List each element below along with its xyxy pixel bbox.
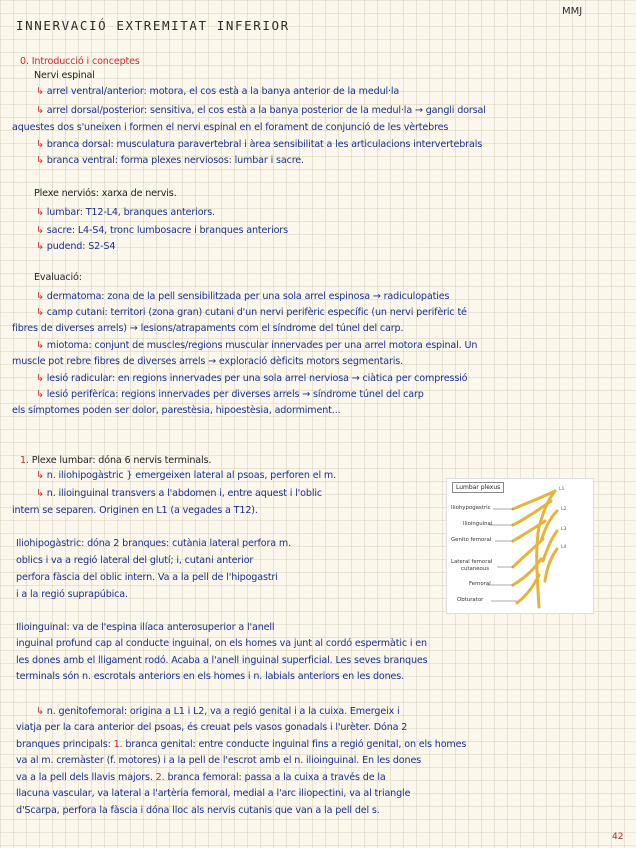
label-lateral-femoral: Lateral femoral <box>451 559 493 565</box>
note-line: aquestes dos s'uneixen i formen el nervi espinal en el forament de conjunció de les vèrtebres <box>12 122 449 133</box>
note-line: ↳ arrel dorsal/posterior: sensitiva, el cos està a la banya posterior de la medul·la → gangli dorsal <box>36 105 486 116</box>
note-line: ↳ n. genitofemoral: origina a L1 i L2, va a regió genital i a la cuixa. Emergeix i <box>36 706 400 717</box>
note-line: intern se separen. Originen en L1 (a vegades a T12). <box>12 505 258 516</box>
note-line: ↳ pudend: S2-S4 <box>36 241 116 252</box>
arrow-icon: ↳ <box>36 241 44 252</box>
arrow-icon: ↳ <box>36 340 44 351</box>
arrow-icon: ↳ <box>36 307 44 318</box>
author-initials: MMJ <box>562 6 583 17</box>
note-line: oblics i va a regió lateral del glutí; i, cutani anterior <box>16 555 254 566</box>
arrow-icon: ↳ <box>36 139 44 150</box>
note-line: ↳ sacre: L4-S4, tronc lumbosacre i branques anteriors <box>36 225 288 236</box>
note-line: Iliohipogàstric: dóna 2 branques: cutània lateral perfora m. <box>16 538 291 549</box>
section-1-heading: 1. Plexe lumbar: dóna 6 nervis terminals. <box>20 455 212 466</box>
arrow-icon: ↳ <box>36 291 44 302</box>
level-l2: L2 <box>561 507 567 512</box>
note-line: ↳ n. iliohipogàstric } emergeixen lateral al psoas, perforen el m. <box>36 470 337 481</box>
arrow-icon: ↳ <box>36 470 44 481</box>
note-line: va al m. cremàster (f. motores) i a la pell de l'escrot amb el n. ilioinguinal. En les dones <box>16 755 422 766</box>
arrow-icon: ↳ <box>36 155 44 166</box>
note-line: ↳ n. ilioinguinal transvers a l'abdomen i, entre aquest i l'oblic <box>36 488 322 499</box>
note-line: ↳ lumbar: T12-L4, branques anteriors. <box>36 207 215 218</box>
note-line: ↳ camp cutani: territori (zona gran) cutani d'un nervi perifèric específic (un nervi perifèric té <box>36 307 467 318</box>
arrow-icon: ↳ <box>36 207 44 218</box>
note-line: ↳ arrel ventral/anterior: motora, el cos està a la banya anterior de la medul·la <box>36 86 400 97</box>
plexe-heading: Plexe nerviós: xarxa de nervis. <box>34 188 177 199</box>
level-l1: L1 <box>559 487 565 492</box>
arrow-icon: ↳ <box>36 225 44 236</box>
arrow-icon: ↳ <box>36 105 44 116</box>
note-line: va a la pell dels llavis majors. 2. branca femoral: passa a la cuixa a través de la <box>16 772 386 783</box>
label-obturator: Obturator <box>457 597 484 603</box>
label-genitofemoral: Genito femoral <box>451 537 492 543</box>
figure-title: Lumbar plexus <box>452 482 504 493</box>
arrow-icon: ↳ <box>36 706 44 717</box>
note-line: muscle pot rebre fibres de diverses arrels → exploració dèficits motors segmentaris. <box>12 356 404 367</box>
note-line: d'Scarpa, perfora la fàscia i dóna lloc als nervis cutanis que van a la pell del s. <box>16 805 380 816</box>
note-line: fibres de diverses arrels) → lesions/atrapaments com el síndrome del túnel del carp. <box>12 323 404 334</box>
note-line: Ilioinguinal: va de l'espina ilíaca anterosuperior a l'anell <box>16 622 275 633</box>
note-line: els símptomes poden ser dolor, parestèsia, hipoestèsia, adormiment... <box>12 405 341 416</box>
label-cutaneous: cutaneous <box>461 566 490 572</box>
note-line: llacuna vascular, va lateral a l'artèria femoral, medial a l'arc iliopectini, va al triangle <box>16 788 411 799</box>
arrow-icon: ↳ <box>36 488 44 499</box>
note-line: les dones amb el lligament rodó. Acaba a l'anell inguinal superficial. Les seves branques <box>16 655 428 666</box>
nervi-espinal-heading: Nervi espinal <box>34 70 95 81</box>
note-line: ↳ lesió radicular: en regions innervades per una sola arrel nerviosa → ciàtica per compressió <box>36 373 468 384</box>
page-title: INNERVACIÓ EXTREMITAT INFERIOR <box>16 18 290 33</box>
note-line: ↳ dermatoma: zona de la pell sensibilitzada per una sola arrel espinosa → radiculopaties <box>36 291 450 302</box>
note-line: ↳ lesió perifèrica: regions innervades per diverses arrels → síndrome túnel del carp <box>36 389 424 400</box>
arrow-icon: ↳ <box>36 86 44 97</box>
level-l4: L4 <box>561 545 567 550</box>
arrow-icon: ↳ <box>36 389 44 400</box>
note-line: terminals són n. escrotals anteriors en els homes i n. labials anteriors en les dones. <box>16 671 405 682</box>
note-line: viatja per la cara anterior del psoas, és creuat pels vasos gonadals i l'urèter. Dóna 2 <box>16 722 408 733</box>
note-line: inguinal profund cap al conducte inguinal, on els homes va junt al cordó espermàtic i en <box>16 638 427 649</box>
nerve-diagram <box>447 479 593 613</box>
arrow-icon: ↳ <box>36 373 44 384</box>
note-line: i a la regió suprapúbica. <box>16 589 128 600</box>
label-ilioinguinal: Ilioinguinal <box>463 521 493 527</box>
intro-heading: 0. Introducció i conceptes <box>20 56 140 67</box>
note-line: ↳ branca ventral: forma plexes nerviosos: lumbar i sacre. <box>36 155 304 166</box>
page-number: 42 <box>612 832 624 842</box>
evaluacio-heading: Evaluació: <box>34 272 82 283</box>
note-line: ↳ miotoma: conjunt de muscles/regions muscular innervades per una arrel motora espinal. Un <box>36 340 478 351</box>
note-line: branques principals: 1. branca genital: entre conducte inguinal fins a regió genital, on els homes <box>16 739 467 750</box>
note-line: ↳ branca dorsal: musculatura paravertebral i àrea sensibilitat a les articulacions intervertebrals <box>36 139 483 150</box>
note-line: perfora fàscia del oblic intern. Va a la pell de l'hipogastri <box>16 572 278 583</box>
level-l3: L3 <box>561 527 567 532</box>
label-femoral: Femoral <box>469 581 491 587</box>
lumbar-plexus-figure <box>446 478 594 614</box>
label-iliohypogastric: Iliohypogastric <box>451 505 491 511</box>
